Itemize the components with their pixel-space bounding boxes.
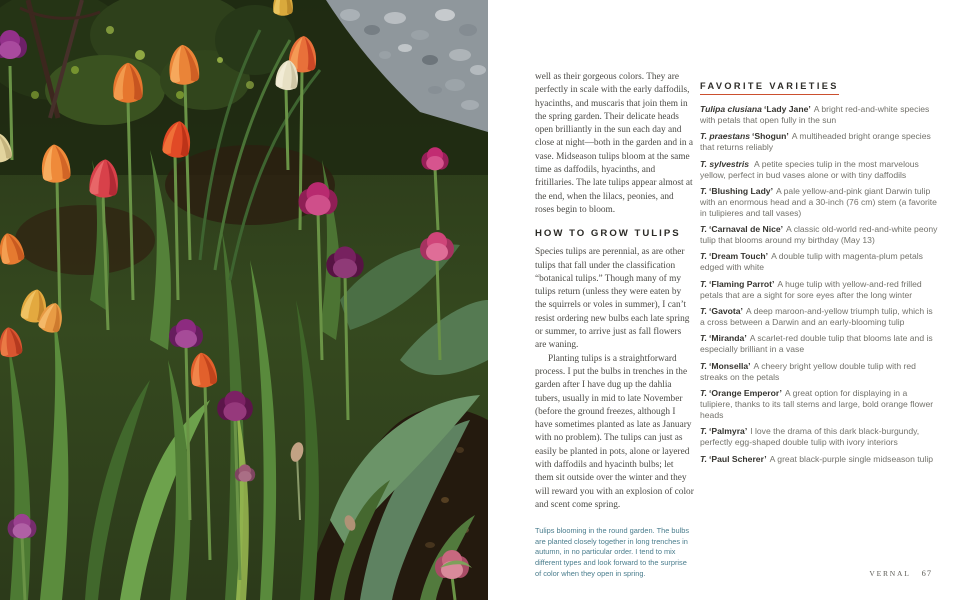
page-footer (0, 563, 932, 581)
varieties-heading: FAVORITE VARIETIES (700, 81, 839, 95)
variety-entry: T. ‘Paul Scherer’ A great black-purple single midseason tulip (700, 453, 934, 464)
variety-entry: T. ‘Gavota’ A deep maroon-and-yellow triumph tulip, which is a cross between a Darwin and an early-blooming tulip (700, 306, 933, 327)
running-head: VERNAL (869, 569, 911, 578)
section-heading: HOW TO GROW TULIPS (535, 228, 681, 240)
variety-entry: T. sylvestris A petite species tulip in the most marvelous yellow, perfect in bud vases alone or with tiny daffodils (700, 158, 919, 180)
variety-entry: T. ‘Dream Touch’ A double tulip with magenta-plum petals edged with white (700, 251, 923, 273)
article-column (535, 71, 694, 587)
variety-entry: T. ‘Flaming Parrot’ A huge tulip with yellow-and-red frilled petals that are a sight for sore eyes after the long winter (700, 278, 922, 300)
variety-entry: T. ‘Miranda’ A scarlet-red double tulip that blooms late and is especially brilliant in a vase (700, 333, 933, 355)
intro-paragraph: well as their gorgeous colors. They are perfectly in scale with the early daffodils, hyacinths, and muscaris that join them in the spring garden. Their delicate heads open brilliantly in the sun each day and close at night—both in the garden and in a vase. Midseason tulips bloom at the same time as daffodils, hyacinths, and fritillaries. The late tulips appear almost at the end, when the lilacs, peonies, and roses begin to bloom. (535, 72, 694, 215)
variety-entry: T. ‘Palmyra’ I love the drama of this dark black-burgundy, perfectly egg-shaped double tulip with ivory interiors (700, 426, 920, 448)
variety-entry: T. ‘Orange Emperor’ A great option for displaying in a tulipiere, thanks to its tall stems and large, bold orange flower heads (700, 388, 934, 420)
page-number: 67 (921, 569, 932, 578)
variety-entry: T. ‘Monsella’ A cheery bright yellow double tulip with red streaks on the petals (700, 360, 916, 382)
variety-entry: T. praestans ‘Shogun’ A multiheaded bright orange species that returns reliably (700, 131, 931, 153)
variety-entry: Tulipa clusiana ‘Lady Jane’ A bright red-and-white species with petals that open fully in the sun (700, 104, 930, 125)
varieties-column (700, 76, 938, 470)
photo-caption: Tulips blooming in the round garden. The bulbs are planted closely together in long trenches in autumn, in no particular order. I tend to mix different types and look forward to the surprise of color when they open in spring. (535, 526, 690, 578)
variety-entry: T. ‘Carnaval de Nice’ A classic old-world red-and-white peony tulip that blooms around my birthday (May 13) (700, 224, 938, 246)
section-paragraph-2: Planting tulips is a straightforward process. I put the bulbs in trenches in the garden after I have dug up the dahlia tubers, usually in mid to late November (before the ground freezes, although I have sometimes planted as late as January with no problem). The tulips can just as easily be planted in pots, alone or layered with daffodils and hyacinth bulbs; let them sit outside over the winter and they will reward you with an explosion of color and scent come spring. (535, 353, 694, 510)
section-paragraph-1: Species tulips are perennial, as are other tulips that fall under the classification “botanical tulips.” Though many of my tulips return (unless they were eaten by the squirrels or voles in summer), I can’t resist ordering new bulbs each late spring or summer, to arrive just as fall flowers are waning. (535, 247, 690, 351)
variety-entry: T. ‘Blushing Lady’ A pale yellow-and-pink giant Darwin tulip with an enormous head and a 30-inch (76 cm) stem (a favorite in tulipieres and tall vases) (700, 185, 937, 218)
